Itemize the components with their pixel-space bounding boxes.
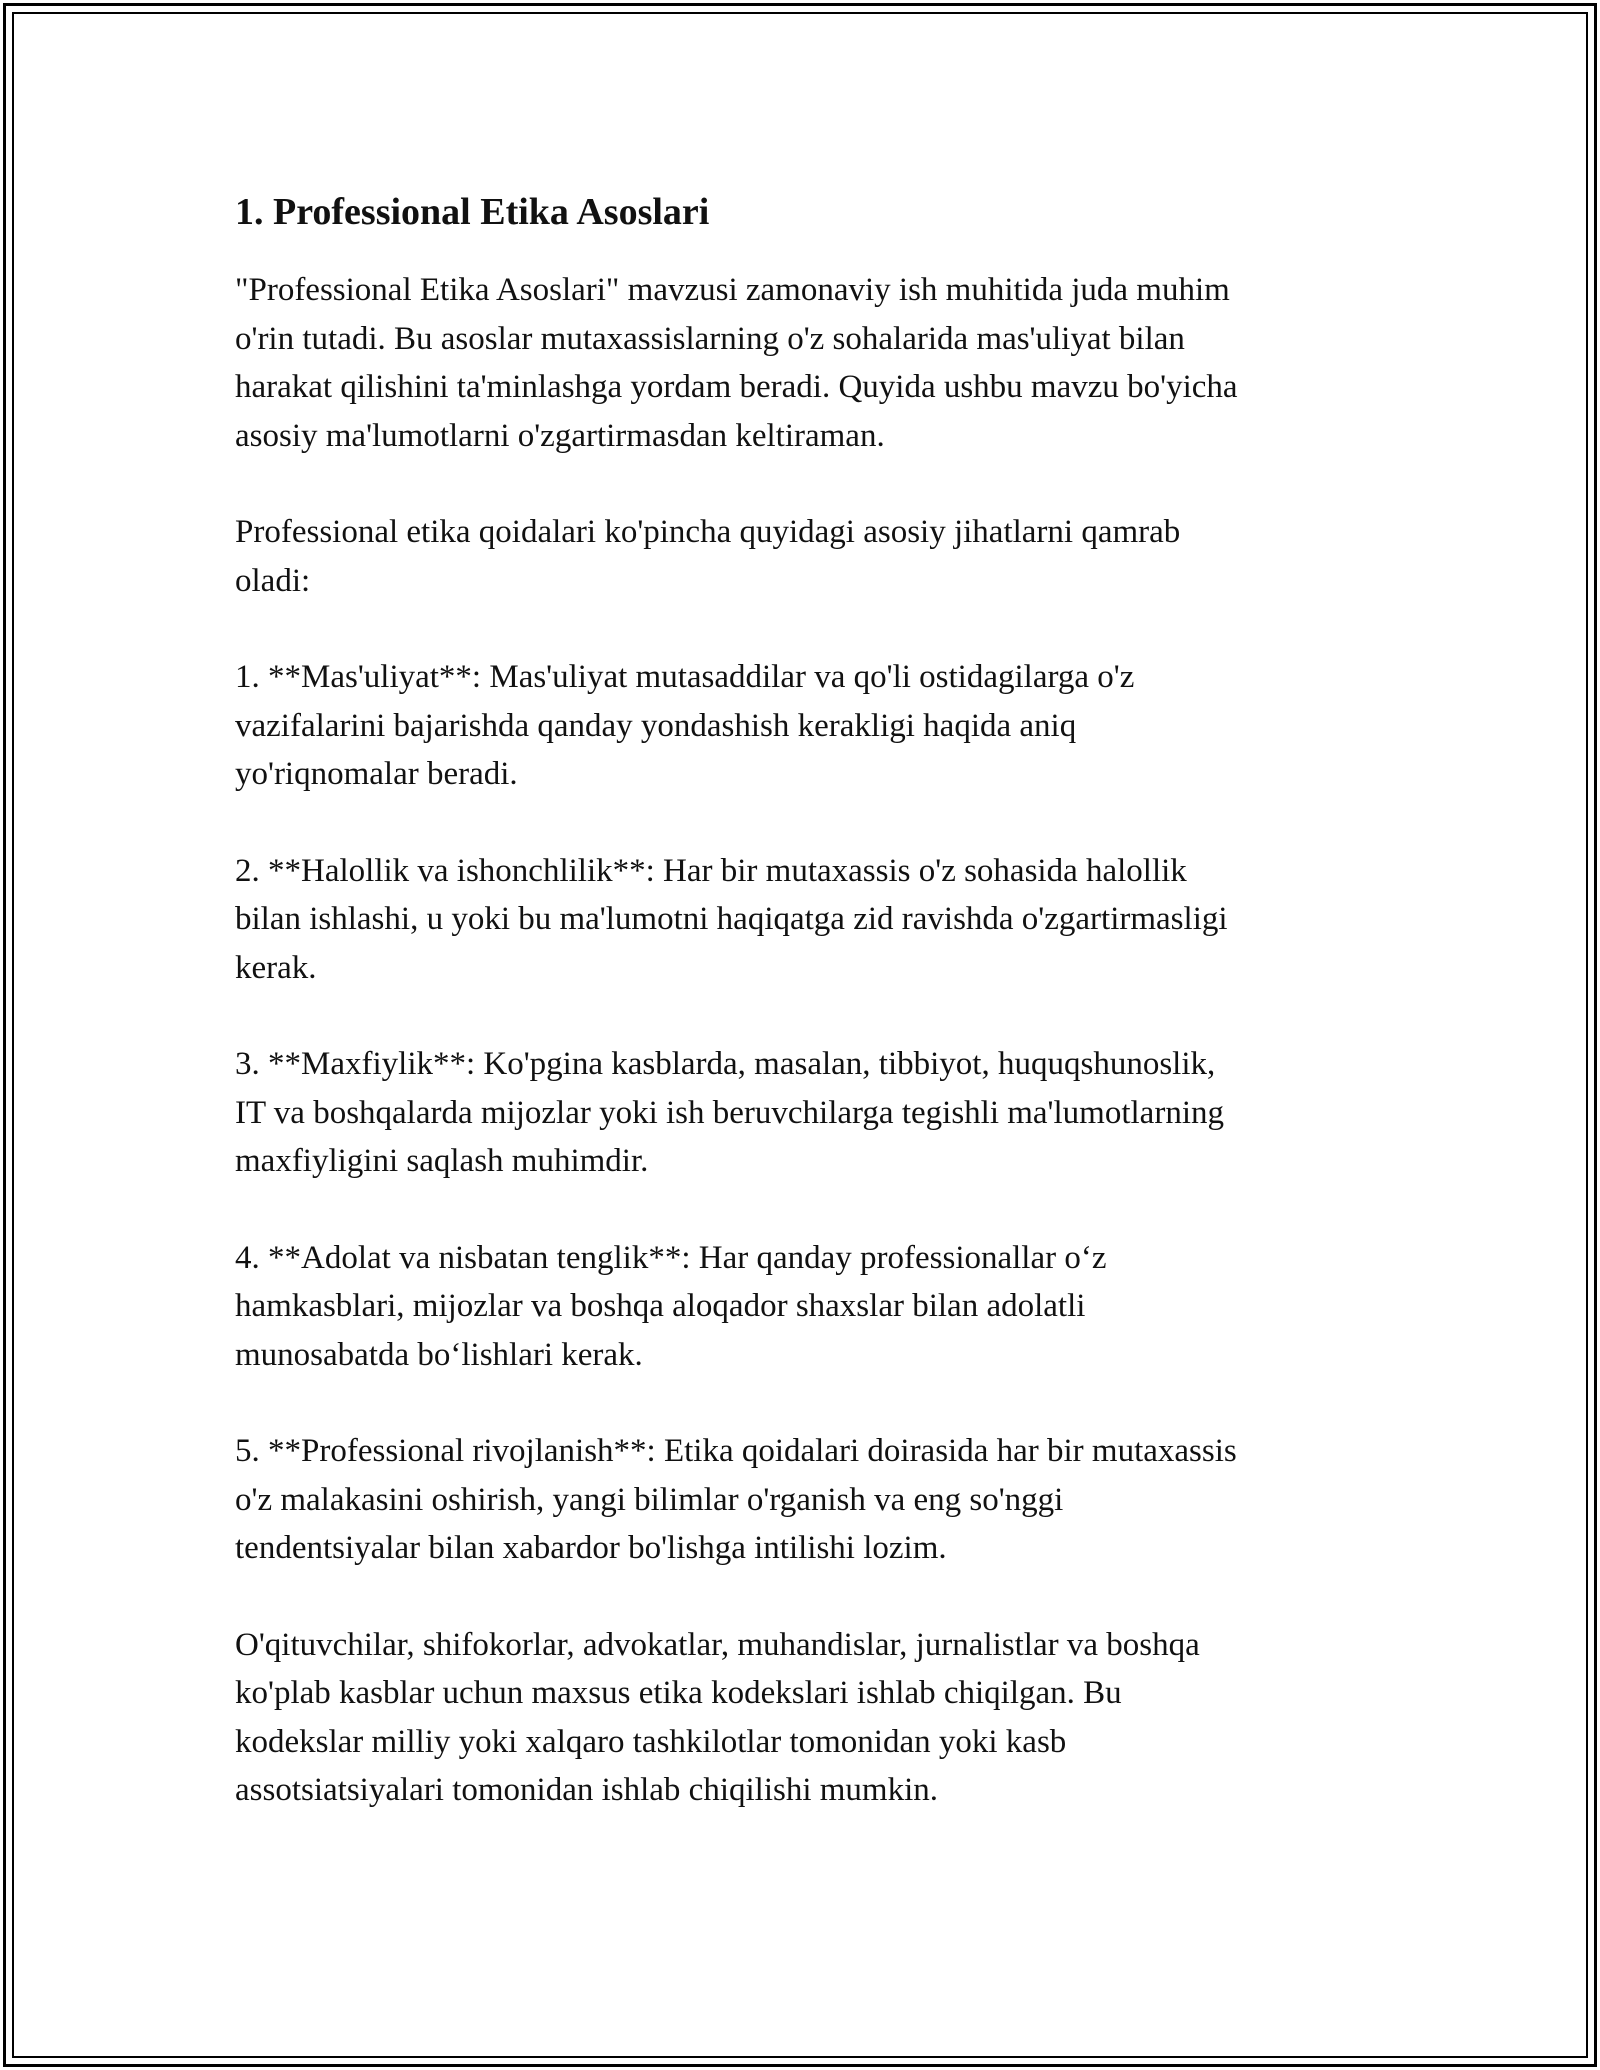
list-item-honesty: 2. **Halollik va ishonchlilik**: Har bir mutaxassis o'z sohasida halollik bilan ishlashi, u yoki bu ma'lumotni haqiqatga zid ravishda o'zgartirmasligi kerak.: [235, 852, 1228, 986]
list-item-confidentiality: 3. **Maxfiylik**: Ko'pgina kasblarda, masalan, tibbiyot, huquqshunoslik, IT va boshqalarda mijozlar yoki ish beruvchilarga tegishli ma'lumotlarning maxfiyligini saqlash muhimdir.: [235, 1046, 1224, 1179]
closing-paragraph: O'qituvchilar, shifokorlar, advokatlar, muhandislar, jurnalistlar va boshqa ko'plab kasblar uchun maxsus etika kodekslari ishlab chiqilgan. Bu kodekslar milliy yoki xalqaro tashkilotlar tomonidan yoki kasb assotsiatsiyalari tomonidan ishlab chiqilishi mumkin.: [235, 1626, 1200, 1808]
section-heading: 1. Professional Etika Asoslari: [235, 191, 710, 233]
list-item-development: 5. **Professional rivojlanish**: Etika qoidalari doirasida har bir mutaxassis o'z malakasini oshirish, yangi bilimlar o'rganish va eng so'nggi tendentsiyalar bilan xabardor bo'lishga intilishi lozim.: [235, 1433, 1237, 1566]
list-item-fairness: 4. **Adolat va nisbatan tenglik**: Har qanday professionallar o‘z hamkasblari, mijozlar va boshqa aloqador shaxslar bilan adolatli munosabatda bo‘lishlari kerak.: [235, 1239, 1107, 1373]
intro-paragraph: "Professional Etika Asoslari" mavzusi zamonaviy ish muhitida juda muhim o'rin tutadi. Bu asoslar mutaxassislarning o'z sohalarida mas'uliyat bilan harakat qilishini ta'minlashga yordam beradi. Quyida ushbu mavzu bo'yicha asosiy ma'lumotlarni o'zgartirmasdan keltiraman.: [235, 272, 1238, 454]
list-item-responsibility: 1. **Mas'uliyat**: Mas'uliyat mutasaddilar va qo'li ostidagilarga o'z vazifalarini bajarishda qanday yondashish kerakligi haqida aniq yo'riqnomalar beradi.: [235, 659, 1135, 792]
list-intro-paragraph: Professional etika qoidalari ko'pincha quyidagi asosiy jihatlarni qamrab oladi:: [235, 514, 1181, 599]
document-body: [235, 186, 1365, 1863]
